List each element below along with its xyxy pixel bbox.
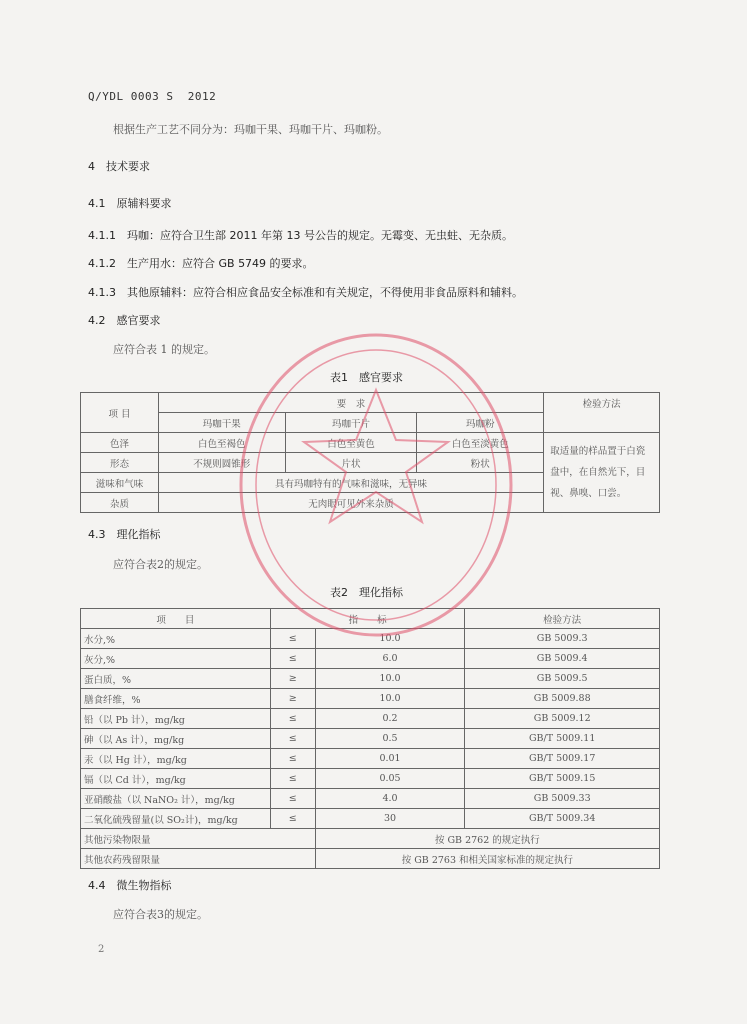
cell-method: GB 5009.4 — [465, 649, 660, 669]
table-row — [81, 849, 660, 869]
cell-limit: 6.0 — [315, 649, 465, 669]
cell-value: 白色至褐色 — [158, 433, 285, 453]
table-2-physicochemical — [80, 608, 660, 869]
cell-operator: ≤ — [270, 769, 315, 789]
row-item: 膳食纤维，% — [81, 689, 271, 709]
section-title: 理化指标 — [116, 528, 161, 541]
clause-4-1-3 — [88, 284, 523, 300]
section-title: 技术要求 — [106, 160, 150, 173]
row-item: 亚硝酸盐（以 NaNO₂ 计），mg/kg — [81, 789, 271, 809]
cell-operator: ≤ — [270, 809, 315, 829]
section-number: 4.1 — [88, 197, 106, 210]
row-item: 蛋白质，% — [81, 669, 271, 689]
row-item: 镉（以 Cd 计），mg/kg — [81, 769, 271, 789]
header-method: 检验方法 — [465, 609, 660, 629]
cell-operator: ≤ — [270, 789, 315, 809]
row-item: 其他农药残留限量 — [81, 849, 316, 869]
cell-merged: 按 GB 2763 和相关国家标准的规定执行 — [315, 849, 659, 869]
table-row — [81, 669, 660, 689]
cell-operator: ≤ — [270, 749, 315, 769]
row-item: 铅（以 Pb 计），mg/kg — [81, 709, 271, 729]
standard-code: Q/YDL 0003 S 2012 — [88, 90, 217, 103]
cell-method: GB/T 5009.15 — [465, 769, 660, 789]
section-number: 4.2 — [88, 314, 106, 327]
section-4-3-text: 应符合表2的规定。 — [113, 558, 208, 571]
header-requirement: 要 求 — [158, 393, 543, 413]
cell-value: 粉状 — [417, 453, 544, 473]
row-item-taste-smell: 滋味和气味 — [81, 473, 159, 493]
table-1-caption: 表1 感官要求 — [330, 371, 403, 384]
header-item: 项 目 — [81, 393, 159, 433]
section-number: 4 — [88, 160, 95, 173]
cell-method: GB 5009.12 — [465, 709, 660, 729]
cell-value: 片状 — [285, 453, 417, 473]
table-row — [81, 709, 660, 729]
subheader-dried-slice: 玛咖干片 — [285, 413, 417, 433]
subheader-dried-fruit: 玛咖干果 — [158, 413, 285, 433]
subheader-powder: 玛咖粉 — [417, 413, 544, 433]
cell-merged: 按 GB 2762 的规定执行 — [315, 829, 659, 849]
cell-operator: ≤ — [270, 649, 315, 669]
cell-limit: 4.0 — [315, 789, 465, 809]
row-item-shape: 形态 — [81, 453, 159, 473]
section-number: 4.3 — [88, 528, 106, 541]
section-4-2-text: 应符合表 1 的规定。 — [113, 343, 215, 356]
clause-number: 4.1.1 — [88, 229, 116, 242]
section-4-1-heading — [88, 195, 172, 211]
cell-method: GB/T 5009.17 — [465, 749, 660, 769]
table-row — [81, 649, 660, 669]
cell-operator: ≤ — [270, 629, 315, 649]
cell-operator: ≥ — [270, 669, 315, 689]
table-row — [81, 809, 660, 829]
cell-method: GB 5009.3 — [465, 629, 660, 649]
cell-method: GB 5009.5 — [465, 669, 660, 689]
table-2-caption: 表2 理化指标 — [330, 586, 403, 599]
table-row — [81, 749, 660, 769]
cell-method: GB/T 5009.11 — [465, 729, 660, 749]
clause-number: 4.1.3 — [88, 286, 116, 299]
clause-4-1-1 — [88, 227, 513, 243]
header-method: 检验方法 — [544, 393, 660, 433]
cell-limit: 0.2 — [315, 709, 465, 729]
cell-limit: 30 — [315, 809, 465, 829]
cell-limit: 10.0 — [315, 629, 465, 649]
cell-method: 取适量的样品置于白瓷盘中，在自然光下，目视、鼻嗅、口尝。 — [544, 433, 660, 513]
row-item: 水分,% — [81, 629, 271, 649]
table-row — [81, 789, 660, 809]
section-4-3-heading — [88, 526, 161, 542]
table-row — [81, 769, 660, 789]
section-title: 原辅料要求 — [116, 197, 172, 210]
clause-text: 玛咖：应符合卫生部 2011 年第 13 号公告的规定。无霉变、无虫蛀、无杂质。 — [127, 229, 513, 242]
header-index: 指 标 — [270, 609, 464, 629]
table-row — [81, 689, 660, 709]
cell-limit: 0.05 — [315, 769, 465, 789]
row-item-impurity: 杂质 — [81, 493, 159, 513]
section-title: 感官要求 — [116, 314, 161, 327]
section-4-4-heading — [88, 877, 172, 893]
cell-operator: ≤ — [270, 729, 315, 749]
header-item: 项 目 — [81, 609, 271, 629]
intro-paragraph: 根据生产工艺不同分为：玛咖干果、玛咖干片、玛咖粉。 — [113, 123, 388, 136]
page-number: 2 — [98, 944, 105, 955]
clause-number: 4.1.2 — [88, 257, 116, 270]
cell-value: 白色至黄色 — [285, 433, 417, 453]
row-item: 汞（以 Hg 计），mg/kg — [81, 749, 271, 769]
cell-method: GB 5009.88 — [465, 689, 660, 709]
cell-limit: 0.5 — [315, 729, 465, 749]
section-4-2-heading — [88, 312, 161, 328]
cell-limit: 10.0 — [315, 689, 465, 709]
table-row — [81, 729, 660, 749]
cell-limit: 10.0 — [315, 669, 465, 689]
cell-value: 白色至淡黄色 — [417, 433, 544, 453]
row-item: 二氧化硫残留量(以 SO₂计)，mg/kg — [81, 809, 271, 829]
cell-method: GB/T 5009.34 — [465, 809, 660, 829]
table-1-sensory — [80, 392, 660, 513]
clause-text: 其他原辅料：应符合相应食品安全标准和有关规定，不得使用非食品原料和辅料。 — [127, 286, 523, 299]
section-number: 4.4 — [88, 879, 106, 892]
row-item: 其他污染物限量 — [81, 829, 316, 849]
section-4-heading — [88, 158, 150, 174]
cell-operator: ≤ — [270, 709, 315, 729]
table-row — [81, 829, 660, 849]
clause-text: 生产用水：应符合 GB 5749 的要求。 — [127, 257, 314, 270]
cell-method: GB 5009.33 — [465, 789, 660, 809]
cell-limit: 0.01 — [315, 749, 465, 769]
cell-value: 具有玛咖特有的气味和滋味，无异味 — [158, 473, 543, 493]
section-title: 微生物指标 — [116, 879, 172, 892]
clause-4-1-2 — [88, 255, 314, 271]
table-row — [81, 629, 660, 649]
cell-value: 不规则圆锥形 — [158, 453, 285, 473]
row-item: 灰分,% — [81, 649, 271, 669]
row-item: 砷（以 As 计），mg/kg — [81, 729, 271, 749]
table-2-body — [81, 629, 660, 869]
cell-operator: ≥ — [270, 689, 315, 709]
section-4-4-text: 应符合表3的规定。 — [113, 908, 208, 921]
cell-value: 无肉眼可见外来杂质 — [158, 493, 543, 513]
row-item-color: 色泽 — [81, 433, 159, 453]
